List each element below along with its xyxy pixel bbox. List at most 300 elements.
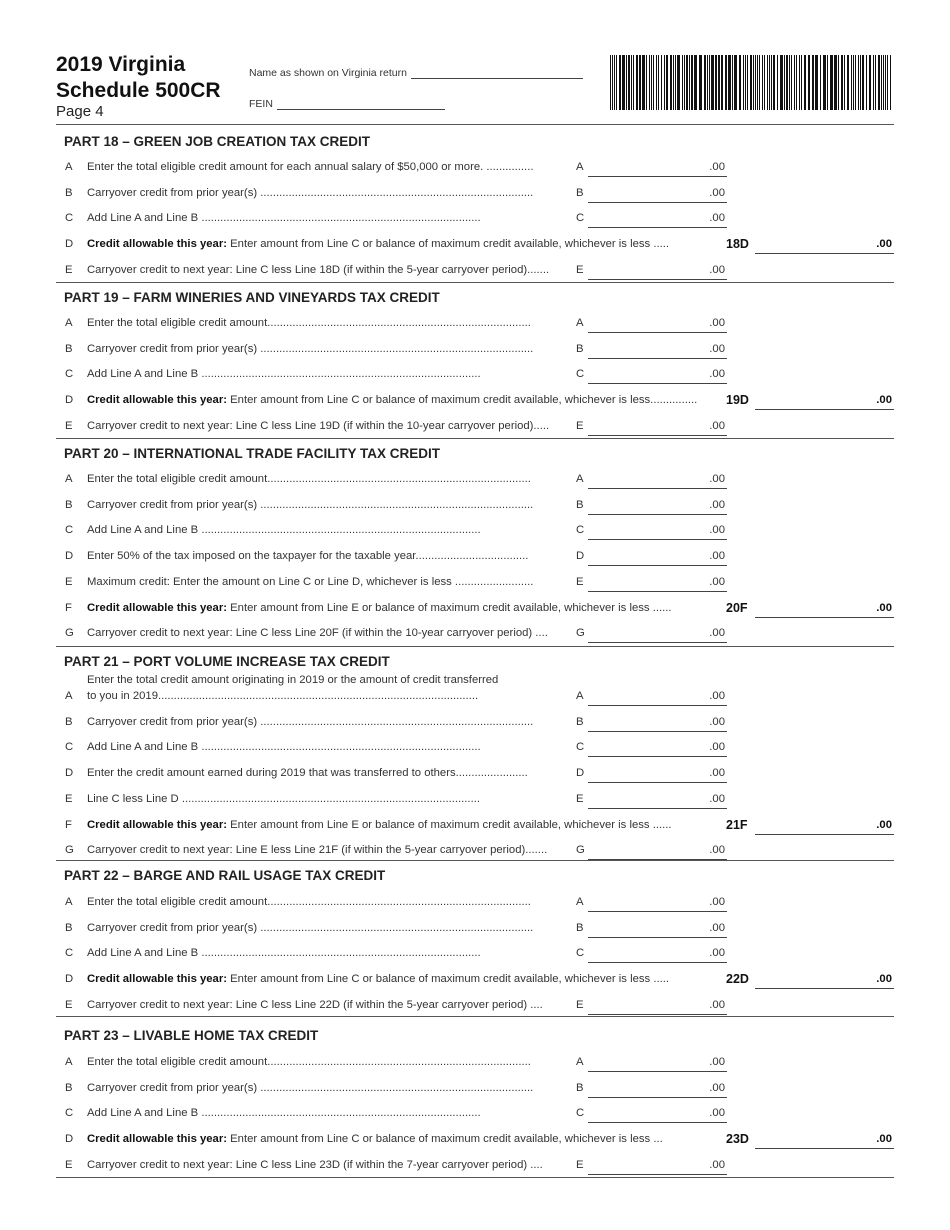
line-letter: E xyxy=(65,793,73,805)
barcode-bar xyxy=(771,55,772,110)
form-line xyxy=(56,627,896,645)
barcode-bar xyxy=(784,55,785,110)
form-line xyxy=(56,793,896,811)
amount-input[interactable] xyxy=(588,499,727,515)
barcode-bar xyxy=(614,55,615,110)
amount-input[interactable] xyxy=(588,368,727,384)
barcode-bar xyxy=(718,55,720,110)
amount-input[interactable] xyxy=(755,394,894,410)
amount-cents: .00 xyxy=(709,368,725,380)
amount-cents: .00 xyxy=(709,716,725,728)
part-title: PART 21 – PORT VOLUME INCREASE TAX CREDIT xyxy=(64,654,390,669)
barcode-bar xyxy=(827,55,828,110)
barcode-bar xyxy=(622,55,625,110)
part-title: PART 18 – GREEN JOB CREATION TAX CREDIT xyxy=(64,134,371,149)
line-text: Enter amount from Line E or balance of maximum credit available, whichever is less ...... xyxy=(227,819,672,831)
barcode-bar xyxy=(656,55,657,110)
barcode-bar xyxy=(677,55,680,110)
amount-cents: .00 xyxy=(876,819,892,831)
form-line xyxy=(56,499,896,517)
amount-cents: .00 xyxy=(709,767,725,779)
line-text: Carryover credit to next year: Line C less Line 22D (if within the 5-year carryover period) .... xyxy=(87,999,543,1011)
line-label: D xyxy=(576,767,585,779)
line-description xyxy=(87,602,752,614)
line-description xyxy=(87,394,752,406)
line-text: Carryover credit from prior year(s) ....................................................................................... xyxy=(87,716,534,728)
barcode-bar xyxy=(711,55,714,110)
barcode-bar xyxy=(769,55,770,110)
barcode-bar xyxy=(875,55,876,110)
barcode-bar xyxy=(675,55,676,110)
line-label: E xyxy=(576,1159,584,1171)
amount-cents: .00 xyxy=(709,343,725,355)
amount-cents: .00 xyxy=(709,1159,725,1171)
line-description xyxy=(87,716,601,728)
line-label: 21F xyxy=(726,818,748,832)
form-line xyxy=(56,238,896,256)
barcode-bar xyxy=(704,55,706,110)
line-text: Enter the credit amount earned during 2019 that was transferred to others....................... xyxy=(87,767,528,779)
barcode-bar xyxy=(686,55,688,110)
line-label: B xyxy=(576,187,584,199)
form-line xyxy=(56,524,896,542)
form-line xyxy=(56,1133,896,1151)
line-label: C xyxy=(576,368,585,380)
line-label: G xyxy=(576,627,585,639)
line-text: Enter amount from Line E or balance of maximum credit available, whichever is less ...... xyxy=(227,602,672,614)
amount-cents: .00 xyxy=(709,844,725,856)
barcode-bar xyxy=(789,55,790,110)
form-line xyxy=(56,161,896,179)
line-label: E xyxy=(576,576,584,588)
line-text: Carryover credit to next year: Line C less Line 18D (if within the 5-year carryover period)....... xyxy=(87,264,550,276)
amount-input[interactable] xyxy=(588,999,727,1015)
barcode-bar xyxy=(853,55,854,110)
barcode-bar xyxy=(709,55,710,110)
section-divider xyxy=(56,1016,894,1017)
line-text: Carryover credit to next year: Line C less Line 23D (if within the 7-year carryover period) .... xyxy=(87,1159,543,1171)
form-title-year: 2019 Virginia xyxy=(56,53,186,76)
line-description xyxy=(87,999,601,1011)
line-letter: B xyxy=(65,922,73,934)
barcode-bar xyxy=(619,55,621,110)
line-text: Carryover credit from prior year(s) ....................................................................................... xyxy=(87,922,534,934)
line-description xyxy=(87,922,601,934)
amount-cents: .00 xyxy=(709,947,725,959)
form-line xyxy=(56,1082,896,1100)
form-line xyxy=(56,1107,896,1125)
barcode-bar xyxy=(862,55,864,110)
line-description xyxy=(87,1082,601,1094)
barcode-bar xyxy=(725,55,727,110)
line-label: E xyxy=(576,420,584,432)
form-line xyxy=(56,317,896,335)
line-description xyxy=(87,819,752,831)
barcode-bar xyxy=(820,55,821,110)
amount-input[interactable] xyxy=(755,238,894,254)
amount-input[interactable] xyxy=(588,264,727,280)
form-line xyxy=(56,420,896,438)
form-line xyxy=(56,767,896,785)
line-label: E xyxy=(576,793,584,805)
name-field[interactable] xyxy=(249,66,583,79)
line-text-first: Enter the total credit amount originating in 2019 or the amount of credit transferred xyxy=(87,674,499,686)
line-text: Add Line A and Line B ......................................................................................... xyxy=(87,368,481,380)
line-letter: A xyxy=(65,317,73,329)
line-bold-label: Credit allowable this year: xyxy=(87,602,227,614)
line-label: 19D xyxy=(726,393,749,407)
form-line xyxy=(56,394,896,412)
amount-cents: .00 xyxy=(709,550,725,562)
barcode-bar xyxy=(834,55,837,110)
part-title: PART 20 – INTERNATIONAL TRADE FACILITY TAX CREDIT xyxy=(64,446,441,461)
barcode-bar xyxy=(887,55,888,110)
amount-input[interactable] xyxy=(588,690,727,706)
barcode-bar xyxy=(747,55,748,110)
barcode-bar xyxy=(639,55,641,110)
section-divider xyxy=(56,860,894,861)
line-text: Carryover credit to next year: Line C less Line 20F (if within the 10-year carryover period) .... xyxy=(87,627,548,639)
line-label: E xyxy=(576,264,584,276)
line-description xyxy=(87,1133,752,1145)
amount-input[interactable] xyxy=(588,317,727,333)
barcode-bar xyxy=(694,55,697,110)
barcode-bar xyxy=(661,55,662,110)
barcode-bar xyxy=(651,55,652,110)
amount-cents: .00 xyxy=(709,161,725,173)
barcode-bar xyxy=(707,55,708,110)
amount-input[interactable] xyxy=(588,741,727,757)
barcode-bar xyxy=(881,55,882,110)
line-text: Enter the total eligible credit amount.................................................................................... xyxy=(87,1056,531,1068)
line-label: C xyxy=(576,524,585,536)
amount-cents: .00 xyxy=(709,212,725,224)
line-text: Carryover credit to next year: Line E less Line 21F (if within the 5-year carryover period)....... xyxy=(87,844,548,856)
barcode-bar xyxy=(791,55,792,110)
form-line xyxy=(56,716,896,734)
barcode-bar xyxy=(734,55,737,110)
line-letter: A xyxy=(65,161,73,173)
barcode-bar xyxy=(631,55,632,110)
line-text: Enter the total eligible credit amount.................................................................................... xyxy=(87,896,531,908)
barcode-bar xyxy=(794,55,795,110)
form-line xyxy=(56,343,896,361)
amount-input[interactable] xyxy=(588,767,727,783)
amount-input[interactable] xyxy=(755,602,894,618)
amount-cents: .00 xyxy=(709,999,725,1011)
line-letter: E xyxy=(65,576,73,588)
line-letter: C xyxy=(65,741,74,753)
amount-input[interactable] xyxy=(588,212,727,228)
barcode-bar xyxy=(847,55,849,110)
line-text: Carryover credit to next year: Line C less Line 19D (if within the 10-year carryover period)..... xyxy=(87,420,550,432)
barcode-bar xyxy=(636,55,638,110)
line-letter: E xyxy=(65,420,73,432)
barcode-bar xyxy=(830,55,833,110)
amount-cents: .00 xyxy=(876,394,892,406)
form-line xyxy=(56,922,896,940)
fein-field[interactable] xyxy=(249,97,445,110)
amount-input[interactable] xyxy=(588,1056,727,1072)
amount-input[interactable] xyxy=(588,187,727,203)
line-text: Maximum credit: Enter the amount on Line C or Line D, whichever is less ......................... xyxy=(87,576,534,588)
barcode-bar xyxy=(626,55,627,110)
amount-input[interactable] xyxy=(588,473,727,489)
barcode-bar xyxy=(682,55,683,110)
barcode-bar xyxy=(801,55,802,110)
form-line xyxy=(56,973,896,991)
fein-field-label: FEIN xyxy=(249,98,273,110)
barcode-bar xyxy=(767,55,768,110)
amount-input[interactable] xyxy=(588,524,727,540)
line-description xyxy=(87,690,601,702)
line-letter: B xyxy=(65,499,73,511)
barcode-bar xyxy=(780,55,783,110)
barcode-bar xyxy=(642,55,645,110)
amount-input[interactable] xyxy=(755,1133,894,1149)
line-letter: D xyxy=(65,973,74,985)
line-letter: A xyxy=(65,896,73,908)
line-text: Add Line A and Line B ......................................................................................... xyxy=(87,741,481,753)
amount-input[interactable] xyxy=(588,947,727,963)
line-bold-label: Credit allowable this year: xyxy=(87,1133,227,1145)
line-letter: F xyxy=(65,819,72,831)
amount-input[interactable] xyxy=(588,161,727,177)
barcode-bar xyxy=(610,55,611,110)
amount-cents: .00 xyxy=(709,690,725,702)
line-letter: G xyxy=(65,844,74,856)
line-label: A xyxy=(576,317,584,329)
form-line xyxy=(56,212,896,230)
amount-input[interactable] xyxy=(588,896,727,912)
barcode-bar xyxy=(689,55,690,110)
barcode-bar xyxy=(673,55,674,110)
line-label: A xyxy=(576,1056,584,1068)
barcode-bar xyxy=(808,55,810,110)
line-letter: C xyxy=(65,947,74,959)
line-text: Carryover credit from prior year(s) ....................................................................................... xyxy=(87,499,534,511)
line-letter: E xyxy=(65,1159,73,1171)
line-letter: A xyxy=(65,690,73,702)
line-text: Add Line A and Line B ......................................................................................... xyxy=(87,947,481,959)
line-label: C xyxy=(576,212,585,224)
form-line xyxy=(56,368,896,386)
amount-cents: .00 xyxy=(709,473,725,485)
amount-input[interactable] xyxy=(588,844,727,860)
amount-input[interactable] xyxy=(588,550,727,566)
amount-cents: .00 xyxy=(709,741,725,753)
amount-cents: .00 xyxy=(709,1082,725,1094)
line-text: Enter the total eligible credit amount.................................................................................... xyxy=(87,473,531,485)
barcode-bar xyxy=(764,55,765,110)
barcode-bar xyxy=(815,55,818,110)
barcode-bar xyxy=(745,55,746,110)
line-description xyxy=(87,317,601,329)
line-description xyxy=(87,550,601,562)
line-description xyxy=(87,767,601,779)
line-bold-label: Credit allowable this year: xyxy=(87,973,227,985)
form-line xyxy=(56,187,896,205)
line-text: Add Line A and Line B ......................................................................................... xyxy=(87,1107,481,1119)
line-description xyxy=(87,973,752,985)
amount-cents: .00 xyxy=(876,238,892,250)
line-label: B xyxy=(576,922,584,934)
line-letter: D xyxy=(65,767,74,779)
form-line xyxy=(56,674,896,708)
line-text: Add Line A and Line B ......................................................................................... xyxy=(87,212,481,224)
amount-cents: .00 xyxy=(876,973,892,985)
amount-input[interactable] xyxy=(588,922,727,938)
form-line xyxy=(56,264,896,282)
form-line xyxy=(56,576,896,594)
line-text: Enter the total eligible credit amount for each annual salary of $50,000 or more. ............... xyxy=(87,161,534,173)
barcode-bar xyxy=(858,55,859,110)
amount-cents: .00 xyxy=(709,1056,725,1068)
line-bold-label: Credit allowable this year: xyxy=(87,238,227,250)
barcode-bar xyxy=(838,55,839,110)
barcode-bar xyxy=(750,55,752,110)
amount-input[interactable] xyxy=(588,1159,727,1175)
amount-cents: .00 xyxy=(709,317,725,329)
line-text: Add Line A and Line B ......................................................................................... xyxy=(87,524,481,536)
line-description xyxy=(87,187,601,199)
barcode-bar xyxy=(658,55,659,110)
line-description xyxy=(87,368,601,380)
barcode-bar xyxy=(691,55,693,110)
amount-input[interactable] xyxy=(588,793,727,809)
barcode-bar xyxy=(866,55,867,110)
line-description xyxy=(87,576,601,588)
amount-input[interactable] xyxy=(588,343,727,359)
barcode-bar xyxy=(755,55,756,110)
line-text: to you in 2019...................................................................................................... xyxy=(87,690,479,702)
line-letter: E xyxy=(65,264,73,276)
amount-input[interactable] xyxy=(588,1107,727,1123)
barcode-bar xyxy=(732,55,733,110)
barcode-bar xyxy=(851,55,852,110)
line-description xyxy=(87,264,601,276)
form-line xyxy=(56,819,896,837)
line-description xyxy=(87,1056,601,1068)
barcode-bar xyxy=(841,55,843,110)
barcode-bar xyxy=(762,55,763,110)
form-line xyxy=(56,896,896,914)
barcode-bar xyxy=(885,55,886,110)
form-line xyxy=(56,741,896,759)
line-label: B xyxy=(576,1082,584,1094)
amount-cents: .00 xyxy=(709,524,725,536)
barcode-bar xyxy=(804,55,806,110)
barcode-bar xyxy=(616,55,617,110)
line-text: Carryover credit from prior year(s) ....................................................................................... xyxy=(87,343,534,355)
line-description xyxy=(87,793,601,805)
line-label: C xyxy=(576,947,585,959)
line-letter: D xyxy=(65,1133,74,1145)
amount-cents: .00 xyxy=(709,576,725,588)
line-label: B xyxy=(576,716,584,728)
part-title: PART 23 – LIVABLE HOME TAX CREDIT xyxy=(64,1028,319,1043)
barcode-bar xyxy=(873,55,874,110)
line-bold-label: Credit allowable this year: xyxy=(87,394,227,406)
name-input-line[interactable] xyxy=(411,66,583,79)
barcode-image xyxy=(610,55,892,110)
amount-cents: .00 xyxy=(876,1133,892,1145)
amount-cents: .00 xyxy=(709,922,725,934)
line-description xyxy=(87,524,601,536)
amount-input[interactable] xyxy=(588,420,727,436)
barcode-bar xyxy=(799,55,800,110)
line-description xyxy=(87,947,601,959)
amount-input[interactable] xyxy=(588,576,727,592)
line-letter: B xyxy=(65,343,73,355)
line-label: A xyxy=(576,473,584,485)
line-description xyxy=(87,741,601,753)
line-description xyxy=(87,627,601,639)
amount-input[interactable] xyxy=(588,716,727,732)
form-line xyxy=(56,550,896,568)
line-letter: B xyxy=(65,1082,73,1094)
line-letter: D xyxy=(65,394,74,406)
barcode-bar xyxy=(812,55,814,110)
barcode-bar xyxy=(653,55,654,110)
amount-cents: .00 xyxy=(876,602,892,614)
barcode-bar xyxy=(728,55,731,110)
amount-input[interactable] xyxy=(755,973,894,989)
form-line xyxy=(56,473,896,491)
part-title: PART 22 – BARGE AND RAIL USAGE TAX CREDIT xyxy=(64,868,386,883)
line-letter: C xyxy=(65,212,74,224)
barcode-bar xyxy=(753,55,754,110)
line-label: A xyxy=(576,161,584,173)
amount-input[interactable] xyxy=(588,627,727,643)
barcode-bar xyxy=(759,55,760,110)
barcode-bar xyxy=(699,55,702,110)
section-divider xyxy=(56,646,894,647)
line-label: G xyxy=(576,844,585,856)
form-line xyxy=(56,999,896,1017)
barcode-bar xyxy=(743,55,744,110)
line-label: A xyxy=(576,690,584,702)
line-letter: G xyxy=(65,627,74,639)
line-text: Carryover credit from prior year(s) ....................................................................................... xyxy=(87,1082,534,1094)
line-letter: F xyxy=(65,602,72,614)
line-label: B xyxy=(576,499,584,511)
barcode-bar xyxy=(796,55,797,110)
line-text: Enter amount from Line C or balance of maximum credit available, whichever is less............... xyxy=(227,394,698,406)
line-letter: A xyxy=(65,473,73,485)
amount-input[interactable] xyxy=(755,819,894,835)
barcode-bar xyxy=(878,55,880,110)
barcode-bar xyxy=(721,55,723,110)
line-letter: D xyxy=(65,550,74,562)
section-divider xyxy=(56,438,894,439)
part-title: PART 19 – FARM WINERIES AND VINEYARDS TAX CREDIT xyxy=(64,290,440,305)
line-letter: B xyxy=(65,716,73,728)
amount-cents: .00 xyxy=(709,896,725,908)
name-field-label: Name as shown on Virginia return xyxy=(249,67,407,79)
section-divider xyxy=(56,282,894,283)
form-title xyxy=(56,52,221,104)
line-letter: A xyxy=(65,1056,73,1068)
line-text: Enter 50% of the tax imposed on the taxpayer for the taxable year.................................... xyxy=(87,550,529,562)
barcode-bar xyxy=(823,55,826,110)
barcode-bar xyxy=(670,55,672,110)
barcode-bar xyxy=(773,55,775,110)
fein-input-line[interactable] xyxy=(277,97,445,110)
amount-input[interactable] xyxy=(588,1082,727,1098)
line-description xyxy=(87,343,601,355)
line-text: Carryover credit from prior year(s) ....................................................................................... xyxy=(87,187,534,199)
